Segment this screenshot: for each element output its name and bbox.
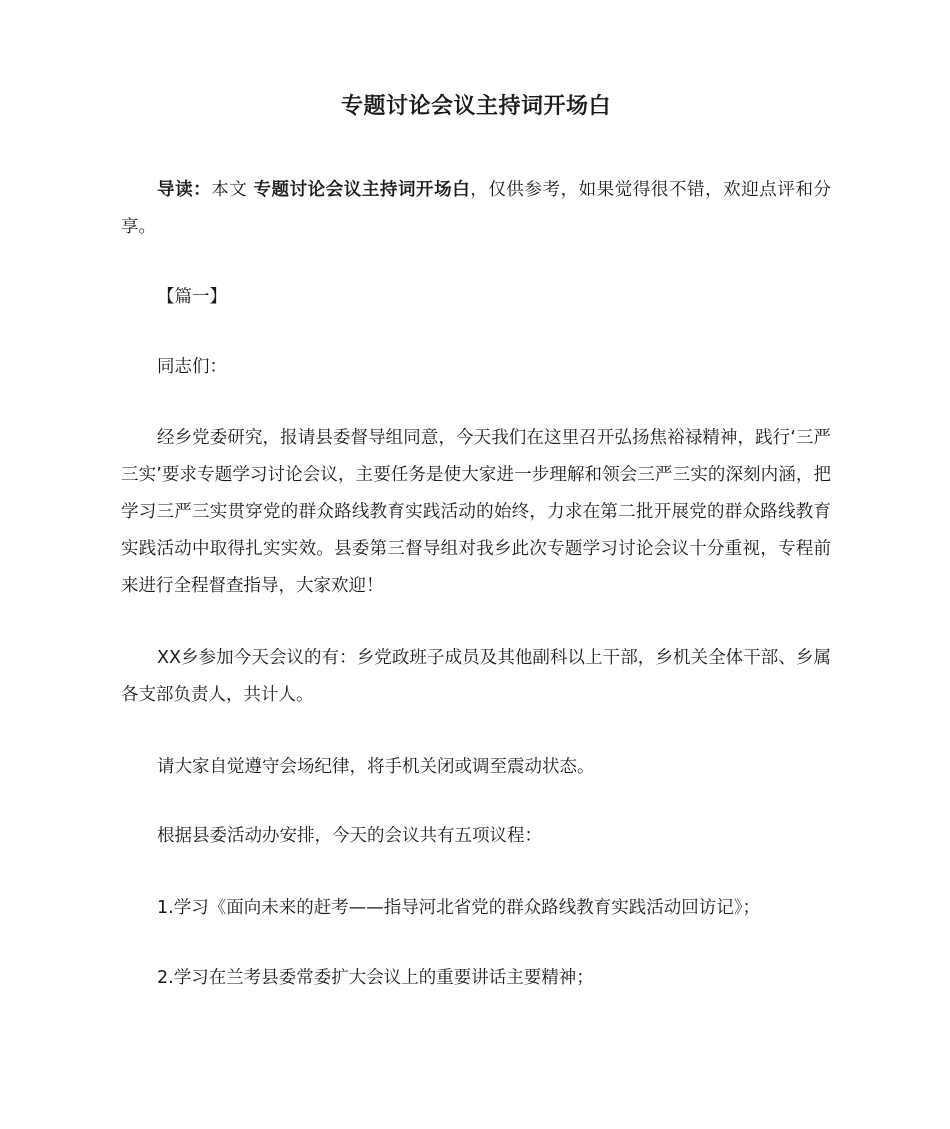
body-paragraph: 经乡党委研究，报请县委督导组同意，今天我们在这里召开弘扬焦裕禄精神，践行‘三严三实’要求专题学习讨论会议，主要任务是使大家进一步理解和领会三严三实的深刻内涵，把学习三严三实贯穿党的群众路线教育实践活动的始终，力求在第二批开展党的群众路线教育实践活动中取得扎实实效。县委第三督导组对我乡此次专题学习讨论会议十分重视，专程前来进行全程督查指导，大家欢迎！ xyxy=(121,428,831,596)
agenda-item: 2.学习在兰考县委常委扩大会议上的重要讲话主要精神； xyxy=(157,968,594,988)
lead-paragraph xyxy=(121,172,831,246)
section-heading: 【篇一】 xyxy=(157,287,227,307)
salutation: 同志们： xyxy=(157,357,227,377)
body-paragraph: XX乡参加今天会议的有：乡党政班子成员及其他副科以上干部，乡机关全体干部、乡属各支部负责人，共计人。 xyxy=(121,648,831,705)
lead-pre-text: 本文 xyxy=(211,180,254,200)
document-title: 专题讨论会议主持词开场白 xyxy=(340,94,611,119)
agenda-item: 1.学习《面向未来的赶考——指导河北省党的群众路线教育实践活动回访记》； xyxy=(157,898,760,918)
lead-document-name: 专题讨论会议主持词开场白 xyxy=(253,180,471,200)
body-paragraph: 根据县委活动办安排，今天的会议共有五项议程： xyxy=(157,826,542,846)
body-paragraph: 请大家自觉遵守会场纪律，将手机关闭或调至震动状态。 xyxy=(157,757,595,777)
lead-post-text: ，仅供参考，如果觉得很不错，欢迎点评和分享。 xyxy=(121,180,832,237)
lead-label: 导读： xyxy=(157,180,212,200)
